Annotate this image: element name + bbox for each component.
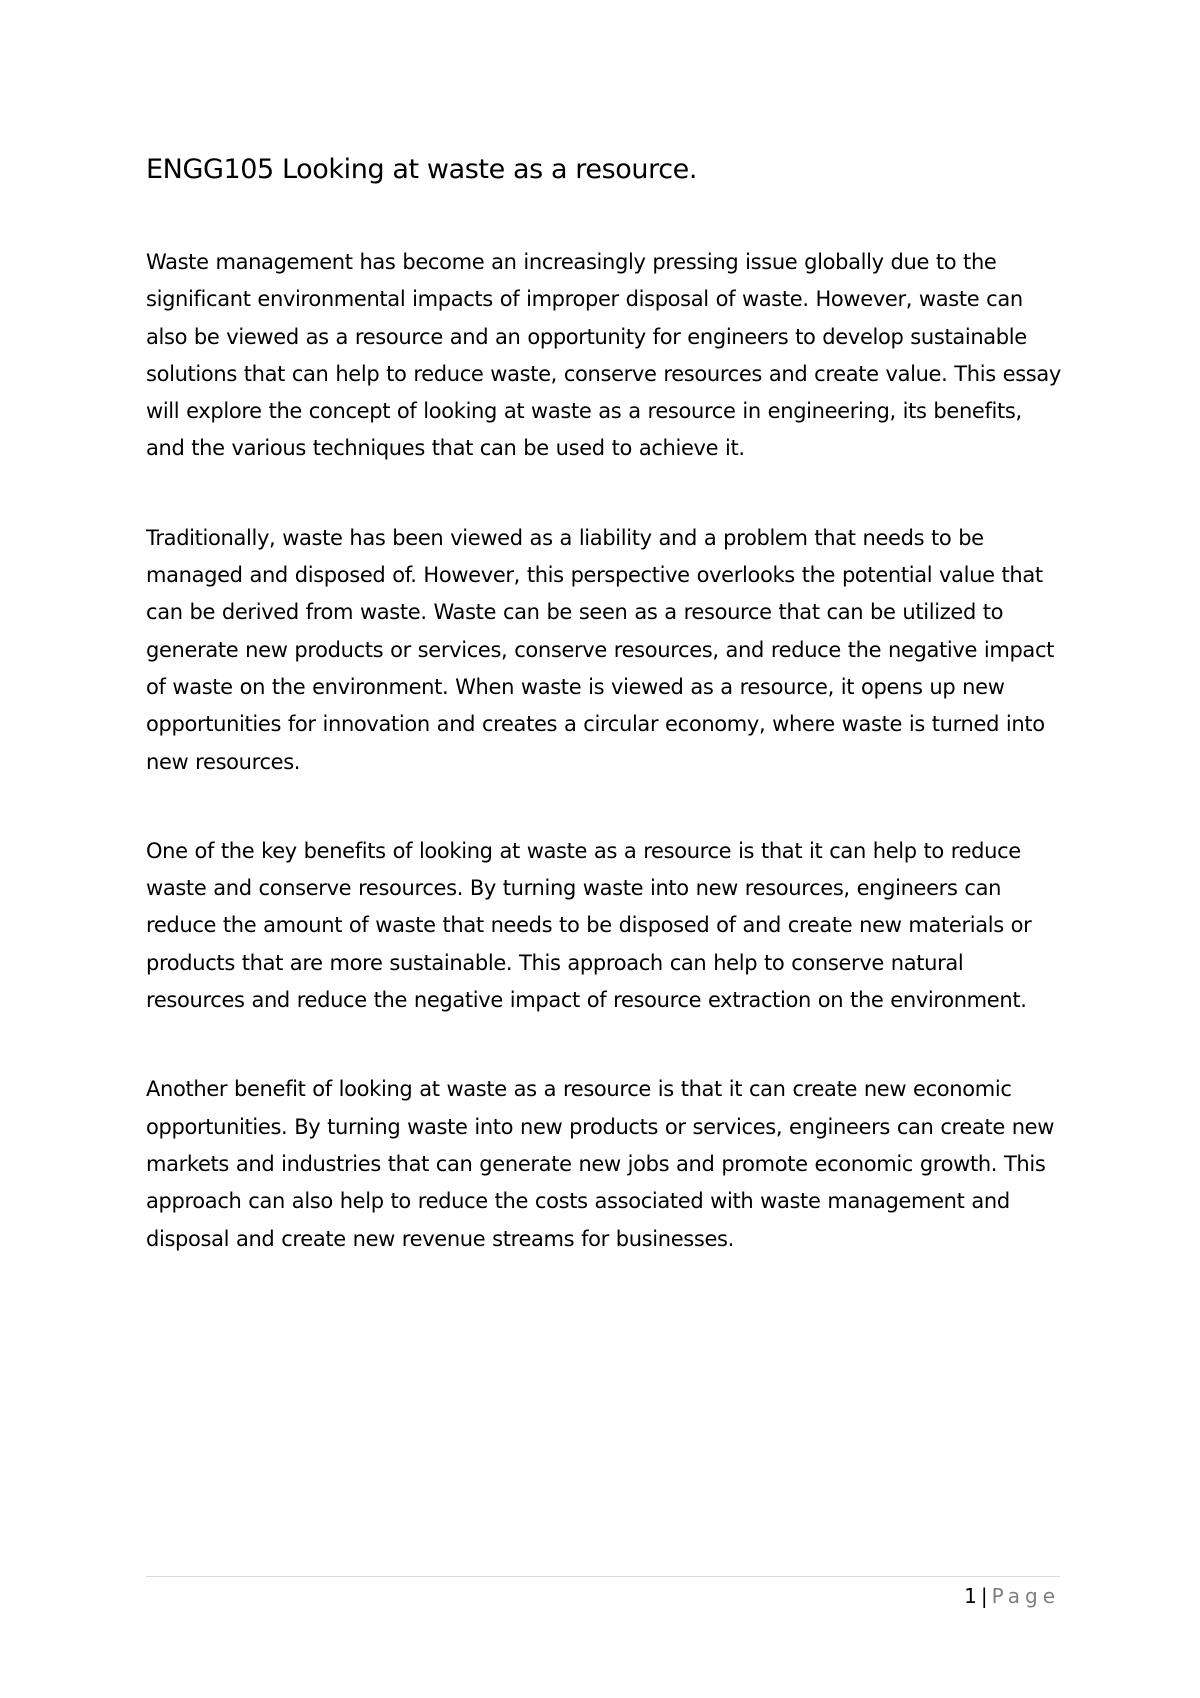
footer-separator: |: [980, 1584, 988, 1608]
paragraph-economic-opportunities: Another benefit of looking at waste as a resource is that it can create new economic opportunities. By turning waste into new products or services, engineers can create new markets and industries that can generate new jobs and promote economic growth. This approach can also help to reduce the costs associated with waste management and disposal and create new revenue streams for businesses.: [146, 1077, 1055, 1251]
paragraph-conserve-resources: One of the key benefits of looking at waste as a resource is that it can help to reduce waste and conserve resources. By turning waste into new resources, engineers can reduce the amount of waste that needs to be disposed of and create new materials or products that are more sustainable. This approach can help to conserve natural resources and reduce the negative impact of resource extraction on the environment.: [146, 838, 1032, 1013]
document-body: [146, 150, 1066, 1258]
page-footer: [964, 1582, 1060, 1610]
paragraph-traditional-view: Traditionally, waste has been viewed as a liability and a problem that needs to be managed and disposed of. However, this perspective overlooks the potential value that can be derived from waste. Waste can be seen as a resource that can be utilized to generate new products or services, conserve resources, and reduce the negative impact of waste on the environment. When waste is viewed as a resource, it opens up new opportunities for innovation and creates a circular economy, where waste is turned into new resources.: [146, 525, 1055, 774]
footer-divider: [146, 1576, 1060, 1577]
paragraph-introduction: Waste management has become an increasingly pressing issue globally due to the significant environmental impacts of improper disposal of waste. However, waste can also be viewed as a resource and an opportunity for engineers to develop sustainable solutions that can help to reduce waste, conserve resources and create value. This essay will explore the concept of looking at waste as a resource in engineering, its benefits, and the various techniques that can be used to achieve it.: [146, 250, 1061, 461]
document-title: ENGG105 Looking at waste as a resource.: [146, 154, 698, 185]
page-label: Page: [991, 1584, 1060, 1608]
page-number: 1: [964, 1584, 977, 1608]
